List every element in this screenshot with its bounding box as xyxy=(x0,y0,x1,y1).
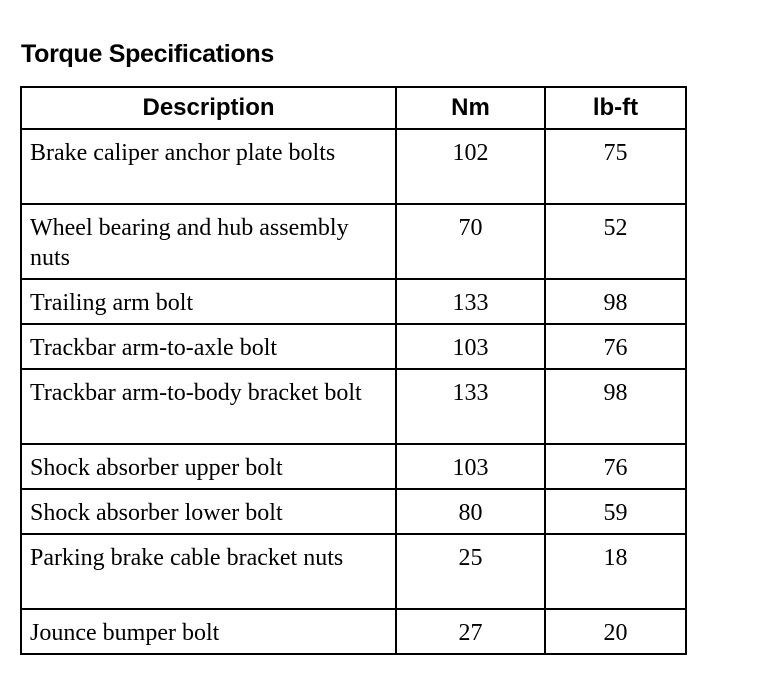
cell-lbft: 98 xyxy=(545,279,686,324)
cell-lbft: 98 xyxy=(545,369,686,444)
cell-nm: 102 xyxy=(396,129,545,204)
torque-spec-table xyxy=(20,86,687,655)
cell-lbft: 76 xyxy=(545,324,686,369)
table-row xyxy=(21,279,686,324)
cell-nm: 103 xyxy=(396,324,545,369)
cell-lbft: 59 xyxy=(545,489,686,534)
cell-lbft: 20 xyxy=(545,609,686,654)
table-row xyxy=(21,534,686,609)
table-row xyxy=(21,489,686,534)
cell-description: Trackbar arm-to-axle bolt xyxy=(21,324,396,369)
cell-nm: 133 xyxy=(396,279,545,324)
cell-description: Shock absorber upper bolt xyxy=(21,444,396,489)
cell-description: Jounce bumper bolt xyxy=(21,609,396,654)
cell-nm: 25 xyxy=(396,534,545,609)
cell-nm: 80 xyxy=(396,489,545,534)
cell-description: Wheel bearing and hub assembly nuts xyxy=(21,204,396,279)
cell-lbft: 76 xyxy=(545,444,686,489)
cell-description: Trailing arm bolt xyxy=(21,279,396,324)
cell-nm: 70 xyxy=(396,204,545,279)
cell-lbft: 18 xyxy=(545,534,686,609)
table-row xyxy=(21,609,686,654)
table-row xyxy=(21,204,686,279)
page-title: Torque Specifications xyxy=(21,40,275,68)
cell-nm: 103 xyxy=(396,444,545,489)
cell-lbft: 52 xyxy=(545,204,686,279)
cell-nm: 27 xyxy=(396,609,545,654)
cell-description: Trackbar arm-to-body bracket bolt xyxy=(21,369,396,444)
cell-description: Shock absorber lower bolt xyxy=(21,489,396,534)
cell-description: Brake caliper anchor plate bolts xyxy=(21,129,396,204)
table-row xyxy=(21,324,686,369)
header-nm: Nm xyxy=(396,87,545,129)
cell-description: Parking brake cable bracket nuts xyxy=(21,534,396,609)
table-header-row xyxy=(21,87,686,129)
table-row xyxy=(21,444,686,489)
cell-nm: 133 xyxy=(396,369,545,444)
header-lbft: lb-ft xyxy=(545,87,686,129)
header-description: Description xyxy=(21,87,396,129)
cell-lbft: 75 xyxy=(545,129,686,204)
table-row xyxy=(21,129,686,204)
table-row xyxy=(21,369,686,444)
